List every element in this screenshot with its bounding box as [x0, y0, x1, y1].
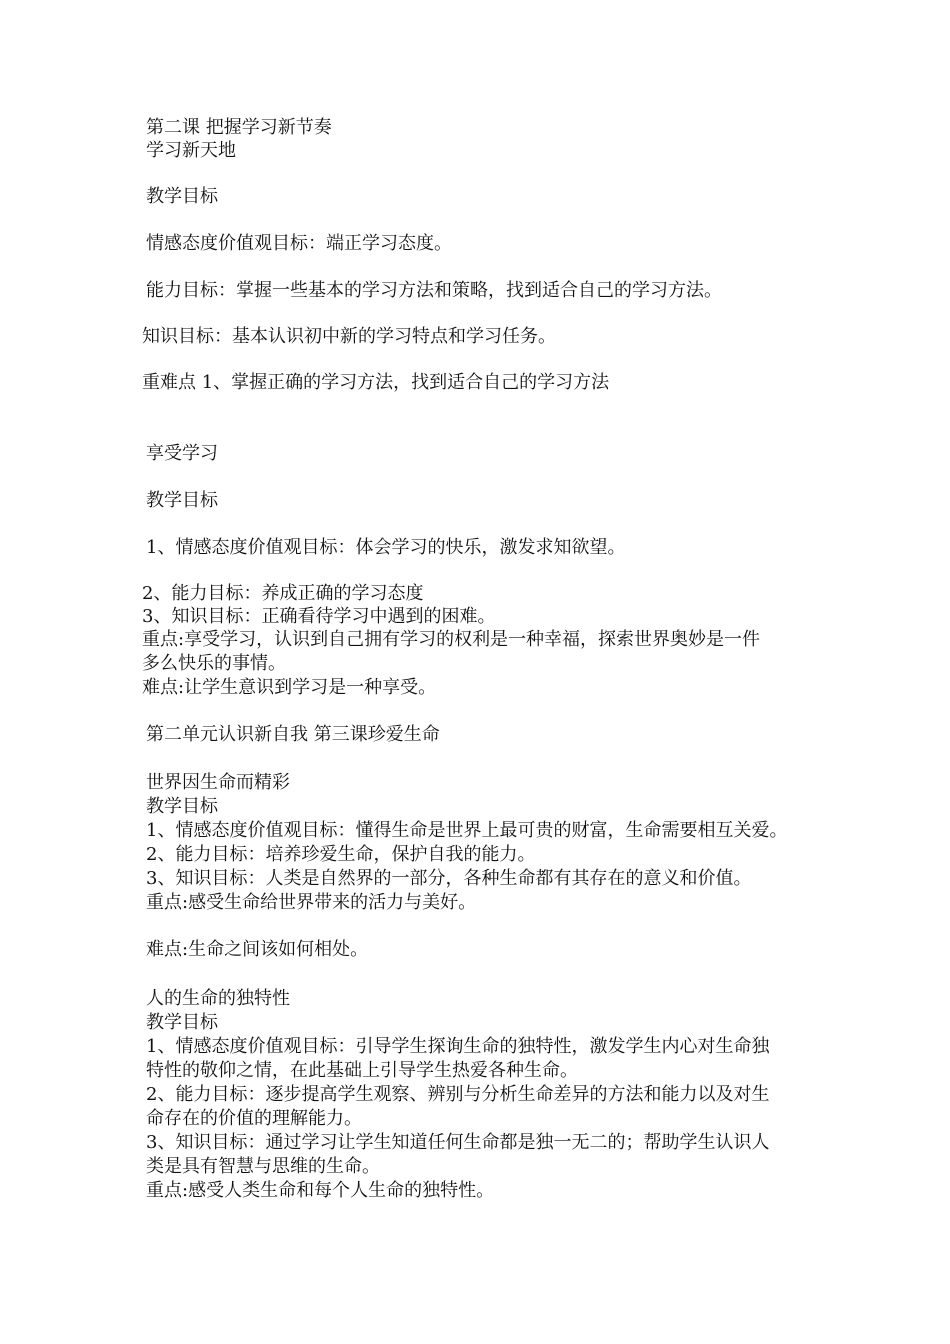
key-point: 重点:感受生命给世界带来的活力与美好。	[146, 892, 477, 913]
knowledge-objective: 3、知识目标：人类是自然界的一部分，各种生命都有其存在的意义和价值。	[146, 868, 752, 889]
emotion-objective: 情感态度价值观目标：端正学习态度。	[146, 233, 452, 254]
difficult-point: 难点:生命之间该如何相处。	[146, 939, 369, 960]
key-point: 重点:感受人类生命和每个人生命的独特性。	[146, 1180, 495, 1201]
section-heading: 人的生命的独特性	[146, 988, 290, 1009]
objectives-heading: 教学目标	[146, 186, 218, 207]
ability-objective: 2、能力目标：养成正确的学习态度	[142, 583, 424, 604]
section-heading: 享受学习	[146, 443, 218, 464]
difficult-point: 难点:让学生意识到学习是一种享受。	[142, 677, 437, 698]
objectives-heading: 教学目标	[146, 796, 218, 817]
key-difficult-point: 重难点 1、掌握正确的学习方法，找到适合自己的学习方法	[142, 372, 610, 393]
emotion-objective-continued: 特性的敬仰之情，在此基础上引导学生热爱各种生命。	[146, 1060, 578, 1081]
ability-objective-continued: 命存在的价值的理解能力。	[146, 1108, 362, 1129]
ability-objective: 能力目标：掌握一些基本的学习方法和策略，找到适合自己的学习方法。	[146, 280, 722, 301]
section-heading: 学习新天地	[146, 140, 236, 161]
emotion-objective: 1、情感态度价值观目标：引导学生探询生命的独特性，激发学生内心对生命独	[146, 1036, 770, 1057]
ability-objective: 2、能力目标：培养珍爱生命，保护自我的能力。	[146, 844, 536, 865]
emotion-objective: 1、情感态度价值观目标：体会学习的快乐，激发求知欲望。	[146, 537, 626, 558]
key-point-continued: 多么快乐的事情。	[142, 653, 286, 674]
objectives-heading: 教学目标	[146, 1012, 218, 1033]
ability-objective: 2、能力目标：逐步提高学生观察、辨别与分析生命差异的方法和能力以及对生	[146, 1084, 770, 1105]
objectives-heading: 教学目标	[146, 490, 218, 511]
unit-title: 第二单元认识新自我 第三课珍爱生命	[146, 724, 440, 745]
knowledge-objective: 3、知识目标：通过学习让学生知道任何生命都是独一无二的；帮助学生认识人	[146, 1132, 770, 1153]
knowledge-objective: 3、知识目标：正确看待学习中遇到的困难。	[142, 606, 496, 627]
emotion-objective: 1、情感态度价值观目标：懂得生命是世界上最可贵的财富，生命需要相互关爱。	[146, 820, 788, 841]
section-heading: 世界因生命而精彩	[146, 772, 290, 793]
lesson-title: 第二课 把握学习新节奏	[146, 117, 332, 138]
knowledge-objective-continued: 类是具有智慧与思维的生命。	[146, 1156, 380, 1177]
knowledge-objective: 知识目标：基本认识初中新的学习特点和学习任务。	[142, 326, 556, 347]
key-point: 重点:享受学习，认识到自己拥有学习的权利是一种幸福，探索世界奥妙是一件	[142, 629, 761, 650]
